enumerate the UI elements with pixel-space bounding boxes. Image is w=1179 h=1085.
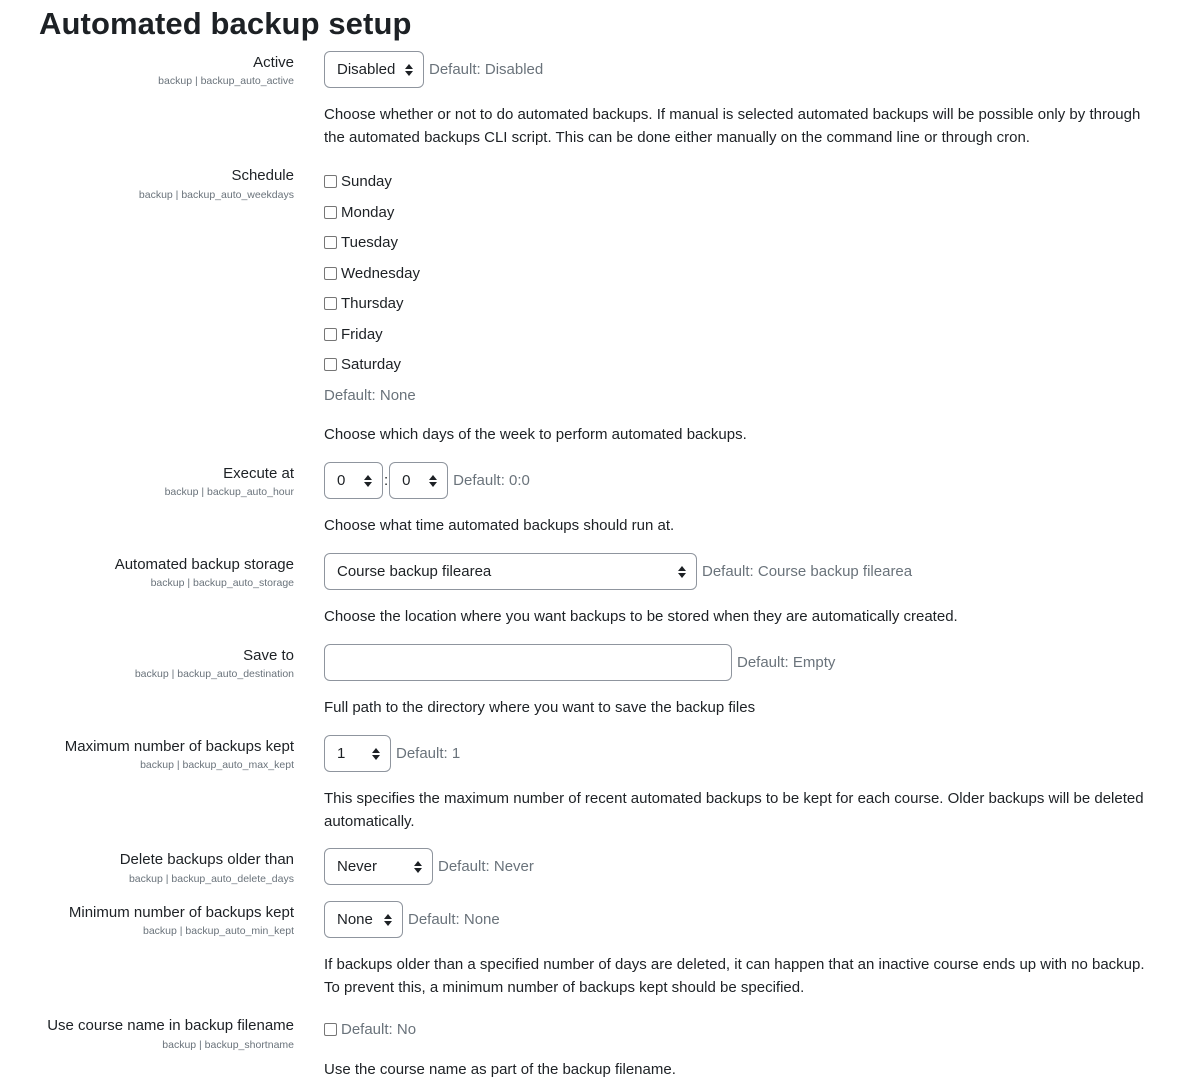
save-to-key: backup | backup_auto_destination xyxy=(134,668,294,680)
schedule-day-label: Tuesday xyxy=(341,234,398,251)
delete-older-row xyxy=(324,848,534,885)
storage-key: backup | backup_auto_storage xyxy=(150,577,294,589)
schedule-day-label: Sunday xyxy=(341,173,392,190)
schedule-day-saturday[interactable] xyxy=(324,356,401,373)
shortname-checkbox[interactable] xyxy=(324,1023,337,1036)
min-kept-row xyxy=(324,901,500,938)
execute-at-label: Execute at xyxy=(223,465,294,482)
active-key: backup | backup_auto_active xyxy=(158,75,294,87)
save-to-input[interactable] xyxy=(324,644,732,681)
schedule-day-label: Thursday xyxy=(341,295,404,312)
checkbox-thursday[interactable] xyxy=(324,297,337,310)
max-kept-default: Default: 1 xyxy=(396,745,461,762)
schedule-default: Default: None xyxy=(324,387,416,404)
storage-default: Default: Course backup filearea xyxy=(702,563,913,580)
execute-at-row xyxy=(324,462,530,499)
schedule-day-thursday[interactable] xyxy=(324,295,404,312)
delete-older-key: backup | backup_auto_delete_days xyxy=(128,873,294,885)
storage-row xyxy=(324,553,912,590)
save-to-default: Default: Empty xyxy=(737,654,836,671)
min-kept-key: backup | backup_auto_min_kept xyxy=(143,925,294,937)
checkbox-wednesday[interactable] xyxy=(324,267,337,280)
shortname-label: Use course name in backup filename xyxy=(47,1017,294,1034)
min-kept-description: If backups older than a specified number of days are deleted, it can happen that an inactive course ends up with no backup. To prevent this, a minimum number of backups kept should be specified. xyxy=(324,956,1145,996)
schedule-day-label: Monday xyxy=(341,204,395,221)
select-arrows-icon xyxy=(414,861,422,873)
checkbox-sunday[interactable] xyxy=(324,175,337,188)
execute-hour-value: 0 xyxy=(337,472,346,489)
storage-description: Choose the location where you want backups to be stored when they are automatically created. xyxy=(324,608,958,625)
storage-select-value: Course backup filearea xyxy=(337,563,492,580)
checkbox-monday[interactable] xyxy=(324,206,337,219)
min-kept-default: Default: None xyxy=(408,911,500,928)
schedule-day-monday[interactable] xyxy=(324,204,394,221)
active-row xyxy=(324,51,543,88)
select-arrows-icon xyxy=(405,64,413,76)
schedule-day-friday[interactable] xyxy=(324,326,383,343)
schedule-day-tuesday[interactable] xyxy=(324,234,398,251)
storage-select[interactable] xyxy=(324,553,697,590)
schedule-day-label: Wednesday xyxy=(341,265,420,282)
min-kept-select[interactable] xyxy=(324,901,403,938)
execute-at-description: Choose what time automated backups should run at. xyxy=(324,517,675,534)
execute-hour-select[interactable] xyxy=(324,462,383,499)
execute-at-key: backup | backup_auto_hour xyxy=(164,486,294,498)
execute-at-default: Default: 0:0 xyxy=(453,472,530,489)
checkbox-tuesday[interactable] xyxy=(324,236,337,249)
page-title: Automated backup setup xyxy=(39,6,412,41)
schedule-day-wednesday[interactable] xyxy=(324,265,420,282)
active-select[interactable] xyxy=(324,51,424,88)
delete-older-default: Default: Never xyxy=(438,858,534,875)
max-kept-value: 1 xyxy=(337,745,346,762)
execute-minute-select[interactable] xyxy=(389,462,448,499)
min-kept-label: Minimum number of backups kept xyxy=(68,904,294,921)
min-kept-value: None xyxy=(337,911,373,928)
schedule-day-label: Saturday xyxy=(341,356,402,373)
select-arrows-icon xyxy=(678,566,686,578)
schedule-day-sunday[interactable] xyxy=(324,173,392,190)
checkbox-friday[interactable] xyxy=(324,328,337,341)
delete-older-select[interactable] xyxy=(324,848,433,885)
max-kept-key: backup | backup_auto_max_kept xyxy=(140,759,294,771)
max-kept-select[interactable] xyxy=(324,735,391,772)
active-select-value: Disabled xyxy=(337,61,396,78)
delete-older-label: Delete backups older than xyxy=(119,851,294,868)
shortname-key: backup | backup_shortname xyxy=(162,1039,294,1051)
save-to-label: Save to xyxy=(243,647,294,664)
checkbox-saturday[interactable] xyxy=(324,358,337,371)
select-arrows-icon xyxy=(429,475,437,487)
active-default: Default: Disabled xyxy=(429,61,544,78)
shortname-description: Use the course name as part of the backup filename. xyxy=(324,1061,676,1078)
schedule-day-label: Friday xyxy=(341,326,383,343)
storage-label: Automated backup storage xyxy=(114,556,294,573)
schedule-key: backup | backup_auto_weekdays xyxy=(138,189,294,201)
max-kept-row xyxy=(324,735,460,772)
select-arrows-icon xyxy=(364,475,372,487)
execute-minute-value: 0 xyxy=(402,472,411,489)
select-arrows-icon xyxy=(372,748,380,760)
max-kept-label: Maximum number of backups kept xyxy=(64,738,294,755)
schedule-description: Choose which days of the week to perform automated backups. xyxy=(324,426,747,443)
shortname-default: Default: No xyxy=(341,1021,417,1038)
save-to-description: Full path to the directory where you want to save the backup files xyxy=(324,699,756,716)
delete-older-value: Never xyxy=(337,858,378,875)
schedule-label: Schedule xyxy=(231,167,294,184)
active-description: Choose whether or not to do automated backups. If manual is selected automated backups will be possible only by through the automated backups CLI script. This can be done either manually on the command line or through cron. xyxy=(324,106,1141,146)
time-separator: : xyxy=(384,472,389,489)
max-kept-description: This specifies the maximum number of recent automated backups to be kept for each course. Older backups will be deleted automatically. xyxy=(324,790,1144,830)
shortname-checkbox-row[interactable] xyxy=(324,1021,416,1038)
select-arrows-icon xyxy=(384,914,392,926)
save-to-row xyxy=(324,644,835,681)
active-label: Active xyxy=(253,54,294,71)
